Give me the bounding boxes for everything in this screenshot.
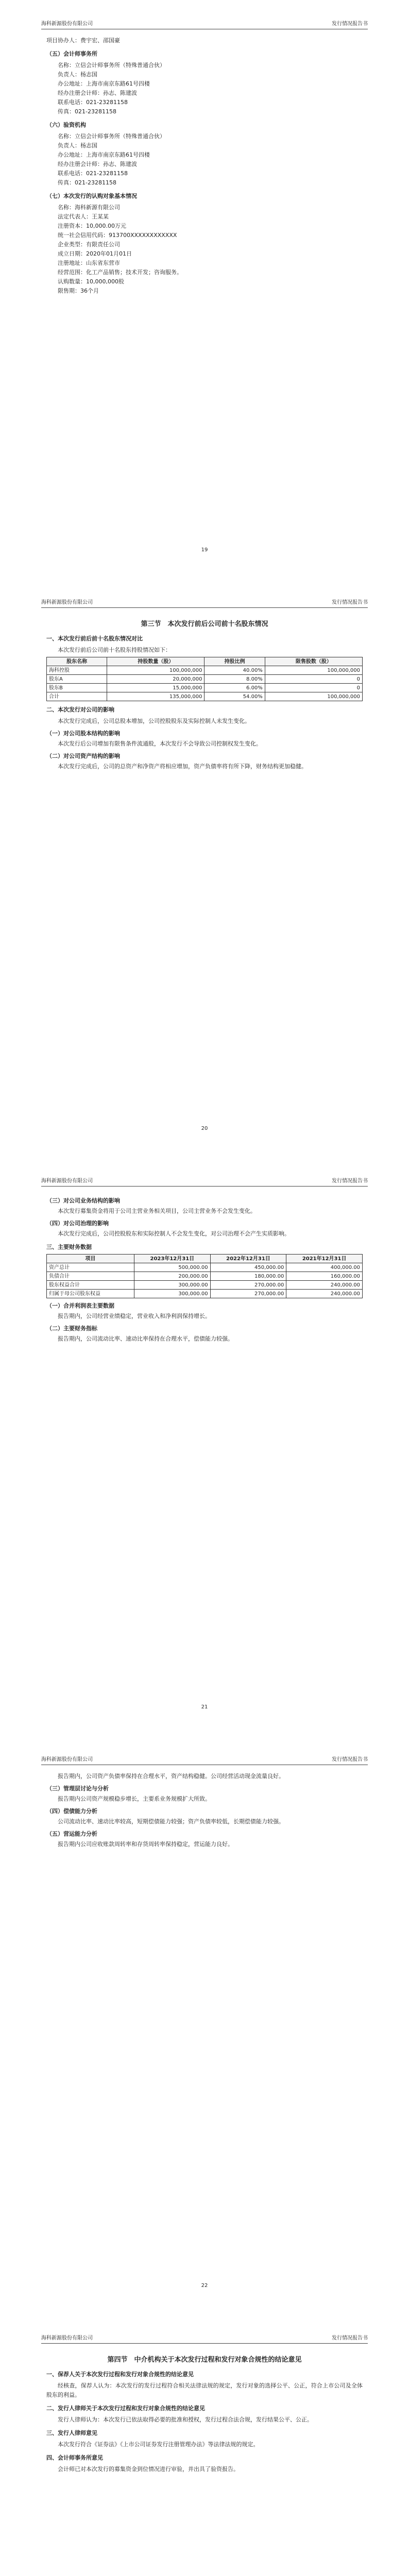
text-line: 名称：海科新源有限公司 <box>58 204 120 211</box>
text-line: 项目协办人：费宇宏、邵国豪 <box>46 37 120 44</box>
paragraph: 本次发行完成后，公司的总资产和净资产将相应增加，资产负债率将有所下降，财务结构更加稳健。 <box>58 763 307 770</box>
header-doctype: 发行情况报告书 <box>332 1757 368 1762</box>
table-cell: 合计 <box>47 692 107 701</box>
table-header-row <box>47 1255 363 1263</box>
table-row <box>47 684 363 692</box>
table-cell: 0 <box>265 684 362 692</box>
paragraph: 本次发行完成后，公司控股股东和实际控制人不会发生变化，对公司治理不会产生实质影响。 <box>58 1230 290 1237</box>
text-line: 企业类型：有限责任公司 <box>58 241 120 248</box>
table-cell: 300,000.00 <box>134 1290 211 1298</box>
header-doctype: 发行情况报告书 <box>332 1178 368 1184</box>
subsection-title: （四）对公司治理的影响 <box>46 1220 109 1227</box>
text-line: 联系电话：021-23281158 <box>58 99 128 106</box>
table-cell: 300,000.00 <box>134 1281 211 1290</box>
page-number: 22 <box>201 2283 208 2289</box>
section-title: 三、主要财务数据 <box>46 1244 92 1250</box>
text-line: 办公地址：上海市南京东路61号四楼 <box>58 151 150 158</box>
subsection-title: （四）偿债能力分析 <box>46 1808 97 1815</box>
paragraph: 本次发行符合《证券法》《上市公司证券发行注册管理办法》等法律法规的规定。 <box>58 2441 259 2448</box>
table-row <box>47 666 363 675</box>
text-line: 负责人：杨志国 <box>58 142 97 149</box>
subsection-title: （二）对公司资产结构的影响 <box>46 753 120 759</box>
header-company: 海科新源股份有限公司 <box>41 1757 93 1762</box>
page-number: 19 <box>201 547 208 553</box>
table-cell: 54.00% <box>204 692 265 701</box>
table-cell: 40.00% <box>204 666 265 675</box>
page-content <box>46 1193 363 1345</box>
text-line: 办公地址：上海市南京东路61号四楼 <box>58 80 150 87</box>
table-header-cell: 2023年12月31日 <box>134 1255 211 1263</box>
table-header-cell: 2022年12月31日 <box>210 1255 286 1263</box>
table-cell: 450,000.00 <box>210 1263 286 1272</box>
header-company: 海科新源股份有限公司 <box>41 21 93 27</box>
shareholder-table <box>46 657 363 701</box>
paragraph: 本次发行完成后，公司总股本增加，公司控股股东及实际控制人未发生变化。 <box>58 718 250 724</box>
section-title: 一、保荐人关于本次发行过程和发行对象合规性的结论意见 <box>46 2371 194 2378</box>
document-page-5 <box>0 2314 409 2576</box>
table-header-row <box>47 657 363 666</box>
header-doctype: 发行情况报告书 <box>332 21 368 27</box>
text-line: 限售期：36个月 <box>58 287 99 294</box>
chapter-title: 第四节 中介机构关于本次发行过程和发行对象合规性的结论意见 <box>107 2356 302 2364</box>
section-title: 二、发行人律师关于本次发行过程和发行对象合规性的结论意见 <box>46 2405 205 2412</box>
table-header-cell: 2021年12月31日 <box>286 1255 363 1263</box>
paragraph: 公司流动比率、速动比率较高，短期偿债能力较强；资产负债率较低，长期偿债能力较强。 <box>58 1818 284 1825</box>
page-header <box>41 1756 368 1765</box>
table-cell: 海科控股 <box>47 666 107 675</box>
paragraph: 报告期内，公司流动比率、速动比率保持在合理水平，偿债能力较强。 <box>58 1335 233 1342</box>
text-line: 经办注册会计师：孙志、陈建波 <box>58 90 137 96</box>
paragraph: 会计师已对本次发行的募集资金到位情况进行审验，并出具了验资报告。 <box>58 2466 239 2472</box>
table-cell: 6.00% <box>204 684 265 692</box>
table-cell: 归属于母公司股东权益 <box>47 1290 134 1298</box>
table-cell: 100,000,000 <box>107 666 204 675</box>
table-row <box>47 1263 363 1272</box>
text-line: 认购数量：10,000,000股 <box>58 278 124 285</box>
table-cell: 240,000.00 <box>286 1290 363 1298</box>
table-header-cell: 持股数量（股） <box>107 657 204 666</box>
table-header-cell: 项目 <box>47 1255 134 1263</box>
financial-table <box>46 1254 363 1298</box>
paragraph: 报告期内，公司经营业绩稳定，营业收入和净利润保持增长。 <box>58 1313 211 1319</box>
text-line: 经办注册会计师：孙志、陈建波 <box>58 161 137 167</box>
header-doctype: 发行情况报告书 <box>332 2335 368 2341</box>
header-company: 海科新源股份有限公司 <box>41 2335 93 2341</box>
table-cell: 负债合计 <box>47 1272 134 1281</box>
header-doctype: 发行情况报告书 <box>332 600 368 605</box>
document-page-3 <box>0 1157 409 1736</box>
text-line: 名称：立信会计师事务所（特殊普通合伙） <box>58 133 165 140</box>
table-row <box>47 692 363 701</box>
table-cell: 200,000.00 <box>134 1272 211 1281</box>
table-header-cell: 限售股数（股） <box>265 657 362 666</box>
table-row <box>47 1290 363 1298</box>
text-line: 注册地址：山东省东营市 <box>58 260 120 266</box>
table-cell: 500,000.00 <box>134 1263 211 1272</box>
document-page-4 <box>0 1736 409 2314</box>
table-cell: 15,000,000 <box>107 684 204 692</box>
page-content <box>46 1772 363 1850</box>
table-row <box>47 1272 363 1281</box>
subsection-title: （一）对公司股本结构的影响 <box>46 730 120 737</box>
table-cell: 135,000,000 <box>107 692 204 701</box>
text-line: 负责人：杨志国 <box>58 71 97 78</box>
paragraph: 本次发行募集资金将用于公司主营业务相关项目，公司主营业务不会发生变化。 <box>58 1208 256 1214</box>
header-company: 海科新源股份有限公司 <box>41 1178 93 1184</box>
subsection-title: （三）管理层讨论与分析 <box>46 1785 109 1792</box>
page-header <box>41 1178 368 1187</box>
page-number: 20 <box>201 1126 208 1131</box>
table-cell: 股东B <box>47 684 107 692</box>
section-title: 三、发行人律师意见 <box>46 2430 97 2436</box>
text-line: 传真：021-23281158 <box>58 179 116 186</box>
chapter-title: 第三节 本次发行前后公司前十名股东情况 <box>141 620 268 628</box>
text-line: 法定代表人：王某某 <box>58 213 109 220</box>
table-cell: 20,000,000 <box>107 675 204 684</box>
table-cell: 8.00% <box>204 675 265 684</box>
page-content <box>46 615 363 772</box>
table-cell: 资产总计 <box>47 1263 134 1272</box>
text-line: 名称：立信会计师事务所（特殊普通合伙） <box>58 62 165 69</box>
text-line: 成立日期：2020年01月01日 <box>58 250 132 257</box>
text-line: 经营范围：化工产品销售；技术开发；咨询服务。 <box>58 269 182 276</box>
text-line: 联系电话：021-23281158 <box>58 170 128 177</box>
table-cell: 100,000,000 <box>265 666 362 675</box>
document-page-1 <box>0 0 409 579</box>
section-title: 二、本次发行对公司的影响 <box>46 706 114 713</box>
subsection-title: （二）主要财务指标 <box>46 1325 97 1332</box>
page-content <box>46 36 363 296</box>
table-header-cell: 持股比例 <box>204 657 265 666</box>
table-row <box>47 1281 363 1290</box>
text-line: 传真：021-23281158 <box>58 108 116 115</box>
paragraph: 发行人律师认为：本次发行已依法取得必要的批准和授权，发行过程合法合规，发行结果公平、公正。 <box>58 2416 313 2423</box>
paragraph: 报告期内公司应收账款周转率和存货周转率保持稳定，营运能力良好。 <box>58 1841 233 1848</box>
table-cell: 240,000.00 <box>286 1281 363 1290</box>
table-cell: 160,000.00 <box>286 1272 363 1281</box>
table-cell: 0 <box>265 675 362 684</box>
table-cell: 股东A <box>47 675 107 684</box>
page-header <box>41 2335 368 2344</box>
table-cell: 270,000.00 <box>210 1281 286 1290</box>
paragraph: 经核查，保荐人认为：本次发行的发行过程符合相关法律法规的规定，发行对象的选择公平、公正，符合上市公司及全体股东的利益。 <box>46 2382 363 2398</box>
section-title: （五）会计师事务所 <box>46 50 97 57</box>
table-cell: 100,000,000 <box>265 692 362 701</box>
table-cell: 270,000.00 <box>210 1290 286 1298</box>
subsection-title: （五）营运能力分析 <box>46 1831 97 1837</box>
subsection-title: （一）合并利润表主要数据 <box>46 1302 114 1309</box>
header-company: 海科新源股份有限公司 <box>41 600 93 605</box>
section-title: 四、会计师事务所意见 <box>46 2454 103 2461</box>
page-header <box>41 599 368 608</box>
paragraph: 本次发行后公司增加有限售条件流通股，本次发行不会导致公司控制权发生变化。 <box>58 740 262 747</box>
page-number: 21 <box>201 1704 208 1710</box>
document-page-2 <box>0 579 409 1157</box>
table-row <box>47 675 363 684</box>
text-line: 统一社会信用代码：913700XXXXXXXXXXXX <box>58 232 177 239</box>
page-header <box>41 21 368 29</box>
section-title: （六）验资机构 <box>46 122 86 128</box>
table-cell: 400,000.00 <box>286 1263 363 1272</box>
section-title: （七）本次发行的认购对象基本情况 <box>46 193 137 199</box>
paragraph: 报告期内，公司资产负债率保持在合理水平，资产结构稳健。公司经营活动现金流量良好。 <box>58 1773 284 1780</box>
table-cell: 180,000.00 <box>210 1272 286 1281</box>
text-line: 注册资本：10,000.00万元 <box>58 223 126 229</box>
table-cell: 股东权益合计 <box>47 1281 134 1290</box>
paragraph: 报告期内公司资产规模稳步增长，主要系业务规模扩大所致。 <box>58 1795 211 1802</box>
table-header-cell: 股东名称 <box>47 657 107 666</box>
section-title: 一、本次发行前后前十名股东情况对比 <box>46 635 143 642</box>
paragraph: 本次发行前后公司前十名股东持股情况如下： <box>58 647 171 653</box>
page-content <box>46 2350 363 2475</box>
subsection-title: （三）对公司业务结构的影响 <box>46 1197 120 1204</box>
